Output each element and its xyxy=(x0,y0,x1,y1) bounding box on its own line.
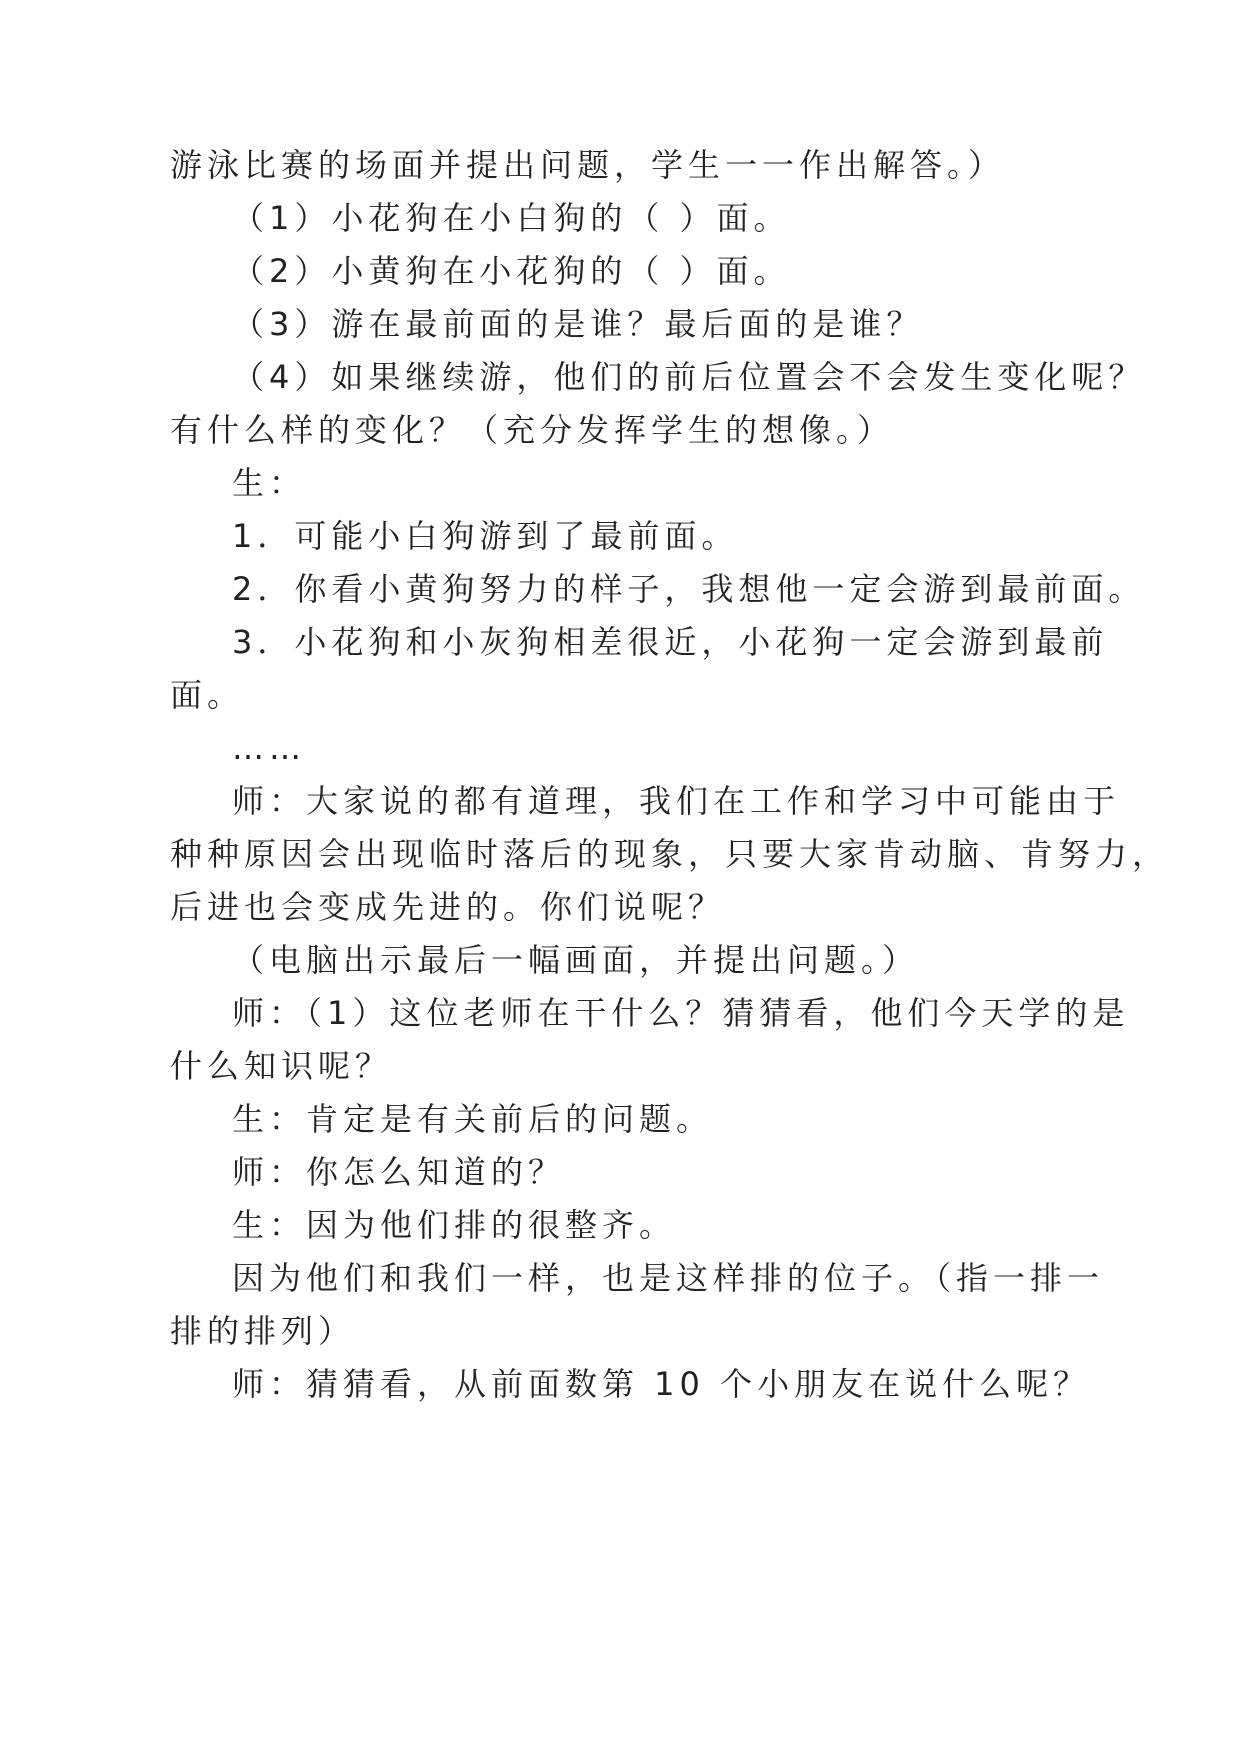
text-line: 面。 xyxy=(170,676,245,714)
speaker-line: 生：肯定是有关前后的问题。 xyxy=(232,1100,714,1138)
text-line: 种种原因会出现临时落后的现象，只要大家肯动脑、肯努力， xyxy=(170,835,1170,873)
text-line: 有什么样的变化？（充分发挥学生的想像。） xyxy=(170,411,895,449)
answer-item: 2．你看小黄狗努力的样子，我想他一定会游到最前面。 xyxy=(232,570,1146,608)
question-item: （2）小黄狗在小花狗的（ ）面。 xyxy=(232,252,791,290)
stage-direction: （电脑出示最后一幅画面，并提出问题。） xyxy=(232,941,920,979)
text-line: 游泳比赛的场面并提出问题，学生一一作出解答。） xyxy=(170,146,1006,184)
answer-item: 1．可能小白狗游到了最前面。 xyxy=(232,517,739,555)
speaker-line: 师：（1）这位老师在干什么？猜猜看，他们今天学的是 xyxy=(232,994,1130,1032)
text-line: 因为他们和我们一样，也是这样排的位子。（指一排一 xyxy=(232,1259,1105,1297)
speaker-line: 师：大家说的都有道理，我们在工作和学习中可能由于 xyxy=(232,782,1121,820)
text-line: 后进也会变成先进的。你们说呢？ xyxy=(170,888,726,926)
question-item: （4）如果继续游，他们的前后位置会不会发生变化呢？ xyxy=(232,358,1146,396)
speaker-line: 生：因为他们排的很整齐。 xyxy=(232,1206,677,1244)
question-item: （1）小花狗在小白狗的（ ）面。 xyxy=(232,199,791,237)
speaker-line: 师：猜猜看，从前面数第 10 个小朋友在说什么呢？ xyxy=(232,1365,1091,1403)
speaker-line: 生： xyxy=(232,464,307,502)
speaker-line: 师：你怎么知道的？ xyxy=(232,1153,566,1191)
question-item: （3）游在最前面的是谁？最后面的是谁？ xyxy=(232,305,924,343)
text-line: 排的排列） xyxy=(170,1312,356,1350)
ellipsis-line: …… xyxy=(232,729,306,767)
text-line: 什么知识呢？ xyxy=(170,1047,393,1085)
answer-item: 3．小花狗和小灰狗相差很近，小花狗一定会游到最前 xyxy=(232,623,1109,661)
